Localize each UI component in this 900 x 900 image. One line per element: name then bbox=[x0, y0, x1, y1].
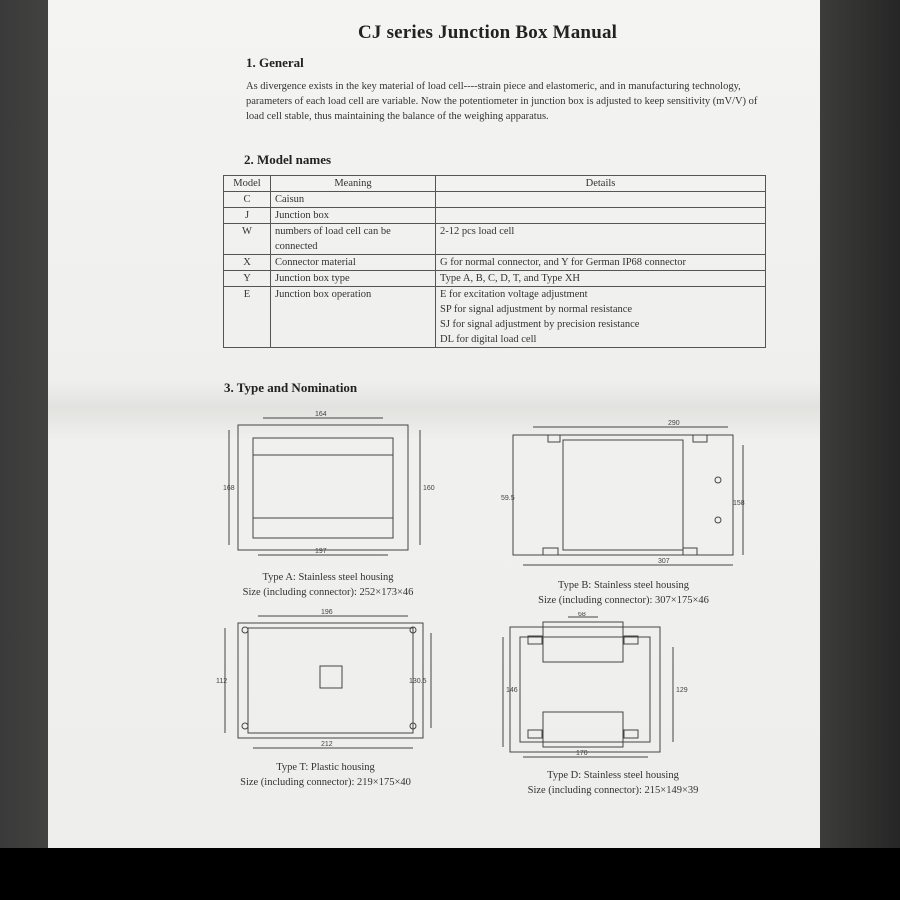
table-cell-model: X bbox=[224, 255, 271, 271]
table-cell-meaning: Connector material bbox=[271, 255, 436, 271]
type-b-dim-top: 290 bbox=[668, 420, 680, 427]
type-b-hole bbox=[715, 517, 721, 523]
type-d-dim-right: 129 bbox=[676, 687, 688, 694]
type-a-dim-left: 168 bbox=[223, 485, 235, 492]
type-nomination-heading: 3. Type and Nomination bbox=[224, 380, 358, 395]
table-cell-meaning: Junction box type bbox=[271, 271, 436, 287]
detail-line: E for excitation voltage adjustment bbox=[440, 289, 588, 300]
type-t-drawing bbox=[213, 608, 438, 753]
type-d-caption bbox=[503, 768, 723, 798]
type-b-dim-right: 158 bbox=[733, 500, 745, 507]
type-b-outline bbox=[513, 435, 733, 555]
general-paragraph: As divergence exists in the key material of load cell----strain piece and elastomeric, and in manufacturing technology, parameters of each load cell are variable. Now the potentiometer in junction box is adjusted to keep sensitivity (mV/V) of load cell stable, thus maintaining the balance of the weighing apparatus. bbox=[246, 81, 758, 122]
type-d-inner bbox=[520, 637, 650, 742]
type-t-dim-bottom: 212 bbox=[321, 741, 333, 748]
type-b-inner bbox=[563, 440, 683, 550]
table-row bbox=[224, 287, 766, 348]
type-a-caption bbox=[223, 570, 433, 600]
type-t-outline bbox=[238, 623, 423, 738]
type-b-dim-bottom: 307 bbox=[658, 558, 670, 565]
table-row bbox=[224, 192, 766, 208]
type-t-dim-top: 196 bbox=[321, 609, 333, 616]
type-a-dim-top: 164 bbox=[315, 411, 327, 418]
type-a-dim-bottom: 197 bbox=[315, 548, 327, 555]
type-d-caption-title: Type D: Stainless steel housing bbox=[547, 770, 679, 781]
type-b-hole bbox=[715, 477, 721, 483]
model-names-table bbox=[223, 175, 766, 348]
type-b-connector bbox=[693, 435, 707, 442]
type-a-drawing bbox=[223, 410, 443, 560]
table-cell-model: W bbox=[224, 224, 271, 255]
type-a-dim-right: 160 bbox=[423, 485, 435, 492]
general-heading: 1. General bbox=[246, 55, 304, 70]
detail-line: SJ for signal adjustment by precision resistance bbox=[440, 319, 640, 330]
table-cell-model: J bbox=[224, 208, 271, 224]
table-cell-details: G for normal connector, and Y for German IP68 connector bbox=[436, 255, 766, 271]
bottom-black-bar bbox=[0, 848, 900, 900]
type-b-caption bbox=[516, 578, 731, 608]
table-cell-model: Y bbox=[224, 271, 271, 287]
document-title: CJ series Junction Box Manual bbox=[358, 22, 618, 43]
type-a-caption-title: Type A: Stainless steel housing bbox=[262, 572, 394, 583]
type-a-outline bbox=[238, 425, 408, 550]
table-cell-details: Type A, B, C, D, T, and Type XH bbox=[436, 271, 766, 287]
background-right bbox=[820, 0, 900, 848]
table-cell-meaning: Caisun bbox=[271, 192, 436, 208]
type-t-window bbox=[320, 666, 342, 688]
type-b-dim-left: 59.5 bbox=[501, 495, 515, 502]
type-t-caption-title: Type T: Plastic housing bbox=[276, 762, 375, 773]
type-t-hole bbox=[242, 627, 248, 633]
type-d-dim-top: 68 bbox=[578, 612, 586, 618]
table-cell-details: 2-12 pcs load cell bbox=[436, 224, 766, 255]
type-b-drawing bbox=[493, 415, 753, 570]
model-names-heading: 2. Model names bbox=[244, 152, 332, 167]
type-b-connector bbox=[683, 548, 697, 555]
table-cell-meaning: Junction box operation bbox=[271, 287, 436, 348]
type-b-caption-title: Type B: Stainless steel housing bbox=[557, 580, 690, 591]
type-t-caption-size: Size (including connector): 219×175×40 bbox=[240, 777, 411, 788]
table-row bbox=[224, 208, 766, 224]
table-row bbox=[224, 271, 766, 287]
table-row bbox=[224, 255, 766, 271]
header-model: Model bbox=[224, 176, 271, 192]
type-b-connector bbox=[548, 435, 560, 442]
type-a-caption-size: Size (including connector): 252×173×46 bbox=[242, 587, 414, 598]
detail-line: SP for signal adjustment by normal resistance bbox=[440, 304, 633, 315]
type-b-connector bbox=[543, 548, 558, 555]
header-meaning: Meaning bbox=[271, 176, 436, 192]
type-a-inner bbox=[253, 438, 393, 538]
table-header-row bbox=[224, 176, 766, 192]
type-d-dim-left: 146 bbox=[506, 687, 518, 694]
table-cell-meaning: Junction box bbox=[271, 208, 436, 224]
type-t-dim-right: 130.5 bbox=[409, 678, 427, 685]
header-details: Details bbox=[436, 176, 766, 192]
table-cell-details bbox=[436, 192, 766, 208]
type-t-dim-left: 112 bbox=[216, 678, 228, 685]
table-cell-details bbox=[436, 208, 766, 224]
type-d-connector bbox=[624, 730, 638, 738]
table-cell-model: C bbox=[224, 192, 271, 208]
type-d-top-block bbox=[543, 622, 623, 662]
type-t-inner bbox=[248, 628, 413, 733]
type-t-hole bbox=[242, 723, 248, 729]
table-cell-model: E bbox=[224, 287, 271, 348]
table-row bbox=[224, 224, 766, 255]
type-d-drawing bbox=[498, 612, 713, 762]
type-t-caption bbox=[213, 760, 438, 790]
detail-line: DL for digital load cell bbox=[440, 334, 537, 345]
table-cell-meaning: numbers of load cell can be connected bbox=[271, 224, 436, 255]
type-b-caption-size: Size (including connector): 307×175×46 bbox=[538, 595, 709, 606]
type-d-caption-size: Size (including connector): 215×149×39 bbox=[527, 785, 699, 796]
manual-page bbox=[48, 0, 820, 848]
type-d-dim-bottom: 170 bbox=[576, 750, 588, 757]
type-d-connector bbox=[528, 730, 542, 738]
table-cell-details bbox=[436, 287, 766, 348]
